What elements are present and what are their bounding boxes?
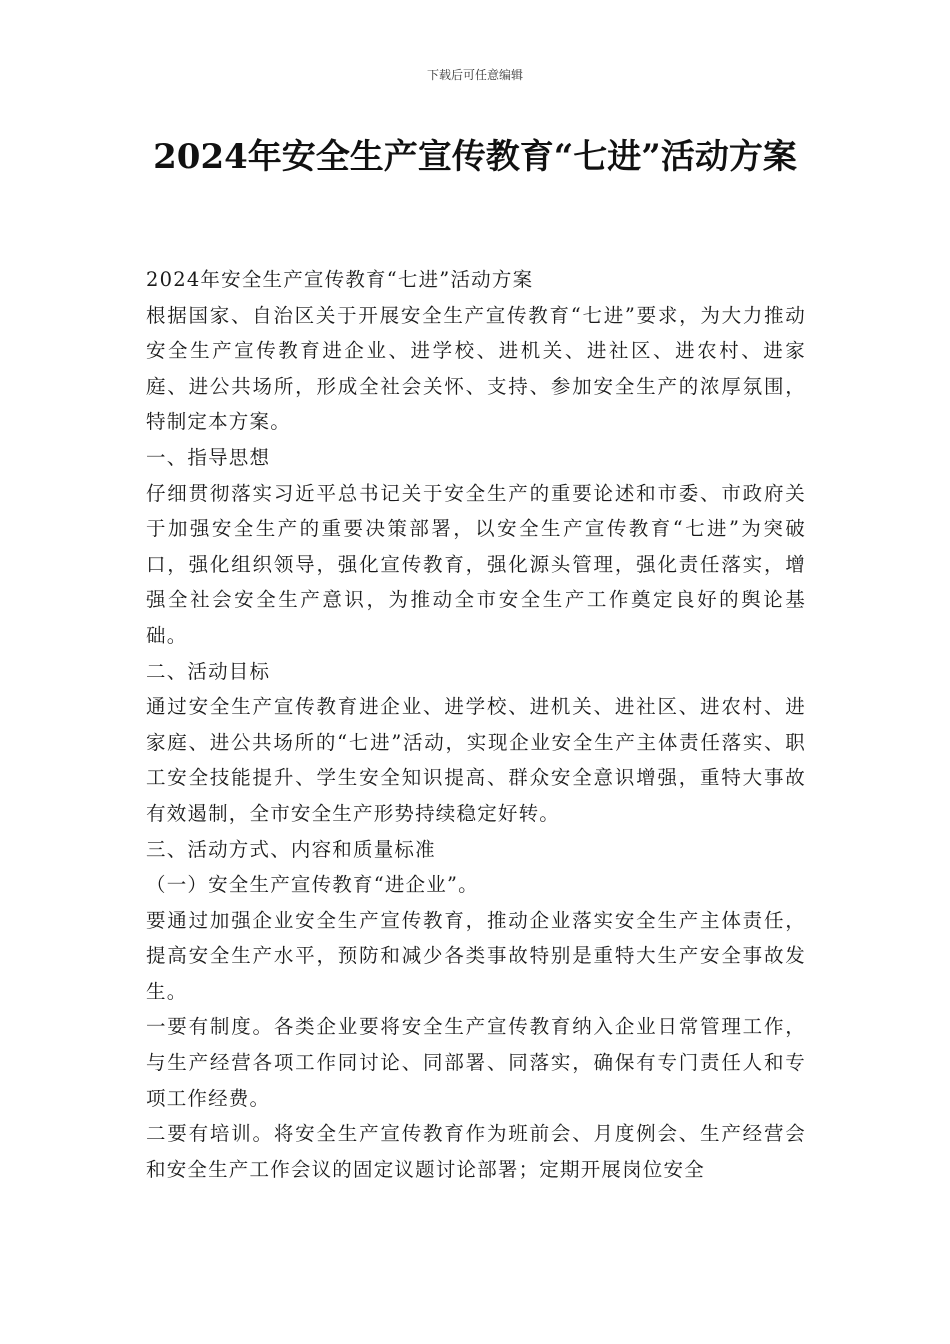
document-body: [146, 262, 806, 1187]
section-heading-guiding-thought: 一、指导思想: [146, 445, 271, 469]
paragraph-activity-goals: 通过安全生产宣传教育进企业、进学校、进机关、进社区、进农村、进家庭、进公共场所的“七进”活动，实现企业安全生产主体责任落实、职工安全技能提升、学生安全知识提高、群众安全意识增强，重特大事故有效遏制，全市安全生产形势持续稳定好转。: [146, 695, 806, 825]
subsection-heading-enterprise: （一）安全生产宣传教育“进企业”。: [146, 873, 479, 897]
header-note: 下载后可任意编辑: [426, 68, 523, 82]
document-title: 2024年安全生产宣传教育“七进”活动方案: [153, 137, 797, 177]
paragraph-system: 一要有制度。各类企业要将安全生产宣传教育纳入企业日常管理工作，与生产经营各项工作同讨论、同部署、同落实，确保有专门责任人和专项工作经费。: [146, 1015, 806, 1110]
paragraph-intro: 根据国家、自治区关于开展安全生产宣传教育“七进”要求，为大力推动安全生产宣传教育进企业、进学校、进机关、进社区、进农村、进家庭、进公共场所，形成全社会关怀、支持、参加安全生产的浓厚氛围，特制定本方案。: [146, 303, 806, 434]
paragraph-subtitle: 2024年安全生产宣传教育“七进”活动方案: [146, 268, 534, 291]
paragraph-guiding-thought: 仔细贯彻落实习近平总书记关于安全生产的重要论述和市委、市政府关于加强安全生产的重要决策部署，以安全生产宣传教育“七进”为突破口，强化组织领导，强化宣传教育，强化源头管理，强化责任落实，增强全社会安全生产意识，为推动全市安全生产工作奠定良好的舆论基础。: [146, 481, 806, 647]
paragraph-training: 二要有培训。将安全生产宣传教育作为班前会、月度例会、生产经营会和安全生产工作会议的固定议题讨论部署；定期开展岗位安全: [146, 1122, 806, 1181]
section-heading-activity-goals: 二、活动目标: [146, 659, 271, 683]
section-heading-activity-methods: 三、活动方式、内容和质量标准: [146, 837, 436, 861]
paragraph-enterprise: 要通过加强企业安全生产宣传教育，推动企业落实安全生产主体责任，提高安全生产水平，预防和减少各类事故特别是重特大生产安全事故发生。: [146, 908, 806, 1003]
